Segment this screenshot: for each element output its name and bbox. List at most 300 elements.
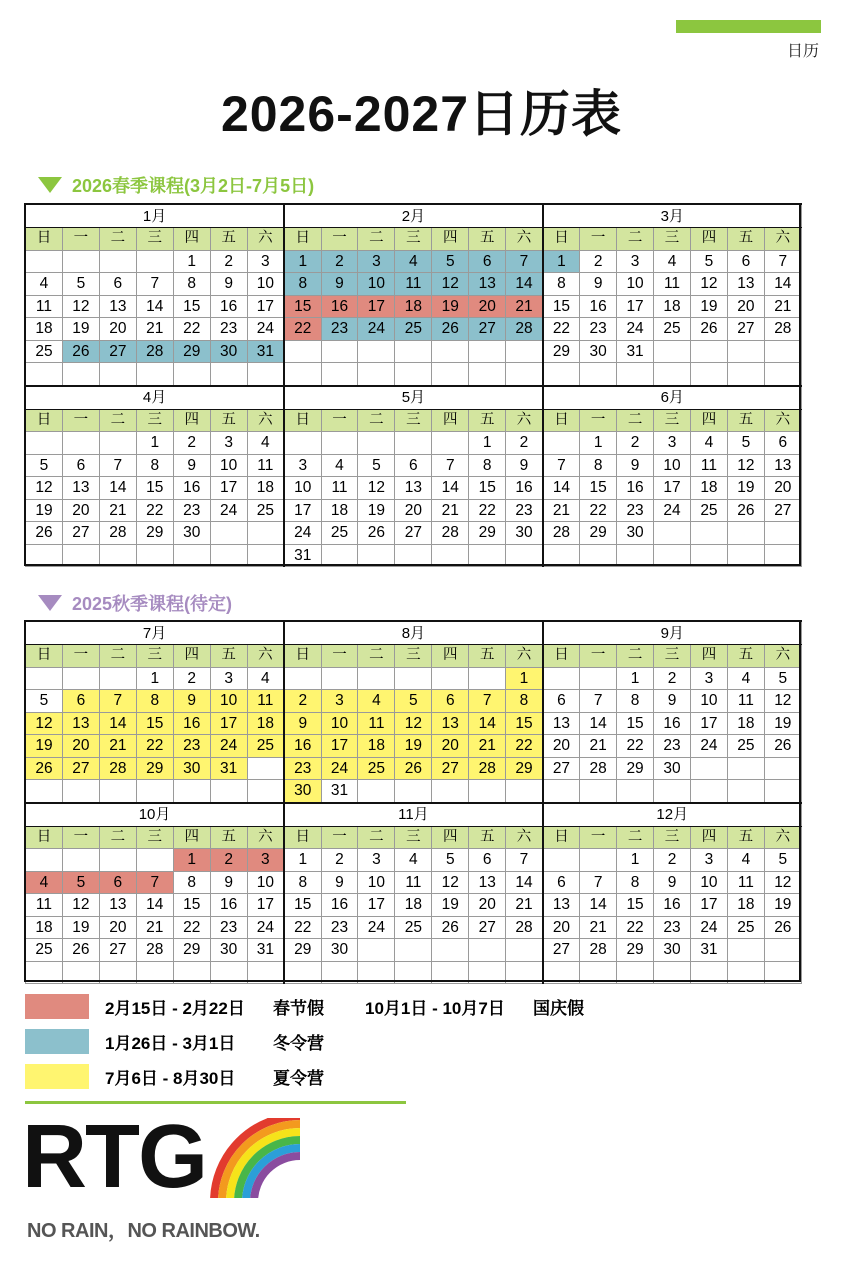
day-cell: 30 [173,522,210,545]
day-cell: 24 [321,757,358,780]
day-cell: 1 [580,432,617,455]
day-cell: 30 [617,522,654,545]
empty-cell [580,667,617,690]
empty-cell [395,340,432,363]
day-cell: 28 [580,757,617,780]
weekday-label: 六 [247,409,284,432]
day-cell: 3 [617,250,654,273]
month-header-row [26,621,802,645]
weekday-label: 一 [62,645,99,668]
empty-cell [247,544,284,567]
empty-cell [321,667,358,690]
day-cell: 8 [173,871,210,894]
empty-cell [690,363,727,386]
day-cell: 3 [210,432,247,455]
day-cell: 10 [284,477,321,500]
weekday-header-row [26,645,802,668]
empty-cell [99,667,136,690]
day-cell: 18 [395,295,432,318]
week-row [26,849,802,872]
weekday-label: 四 [432,409,469,432]
day-cell: 19 [690,295,727,318]
day-cell: 16 [654,894,691,917]
empty-cell [136,363,173,386]
day-cell: 20 [469,894,506,917]
day-cell: 12 [26,712,63,735]
day-cell: 28 [99,757,136,780]
day-cell: 9 [173,454,210,477]
day-cell: 4 [26,871,63,894]
empty-cell [764,939,801,962]
day-cell: 28 [506,318,543,341]
day-cell: 15 [284,295,321,318]
weekday-label: 日 [284,826,321,849]
empty-cell [99,961,136,984]
day-cell: 7 [506,250,543,273]
day-cell: 15 [173,295,210,318]
day-cell: 10 [210,454,247,477]
day-cell: 4 [26,273,63,296]
month-label: 9月 [543,621,802,645]
day-cell: 13 [62,477,99,500]
day-cell: 9 [173,690,210,713]
weekday-label: 二 [617,409,654,432]
rainbow-icon [210,1118,304,1198]
day-cell: 22 [136,735,173,758]
day-cell: 23 [321,916,358,939]
weekday-label: 三 [395,228,432,251]
day-cell: 5 [26,454,63,477]
day-cell: 9 [321,871,358,894]
day-cell: 7 [432,454,469,477]
day-cell: 20 [469,295,506,318]
month-header-row [26,204,802,228]
page-title: 2026-2027日历表 [220,86,623,142]
weekday-label: 六 [506,826,543,849]
empty-cell [284,667,321,690]
day-cell: 20 [432,735,469,758]
legend-swatch-red [25,994,89,1019]
day-cell: 12 [764,690,801,713]
weekday-label: 日 [26,228,63,251]
day-cell: 6 [727,250,764,273]
weekday-label: 三 [136,409,173,432]
day-cell: 2 [321,849,358,872]
empty-cell [99,780,136,803]
empty-cell [654,961,691,984]
weekday-label: 二 [358,409,395,432]
empty-cell [764,961,801,984]
day-cell: 22 [284,916,321,939]
day-cell: 17 [690,712,727,735]
spring-section-heading [38,172,314,198]
week-row [26,499,802,522]
empty-cell [690,522,727,545]
day-cell: 17 [358,295,395,318]
empty-cell [432,340,469,363]
empty-cell [210,780,247,803]
empty-cell [469,363,506,386]
day-cell: 30 [654,757,691,780]
day-cell: 31 [690,939,727,962]
day-cell: 20 [99,916,136,939]
empty-cell [358,340,395,363]
week-row [26,690,802,713]
empty-cell [358,363,395,386]
empty-cell [395,780,432,803]
week-row [26,939,802,962]
weekday-label: 二 [99,826,136,849]
weekday-label: 五 [210,826,247,849]
day-cell: 15 [580,477,617,500]
weekday-label: 日 [26,409,63,432]
day-cell: 2 [210,250,247,273]
empty-cell [395,939,432,962]
day-cell: 2 [173,667,210,690]
day-cell: 1 [543,250,580,273]
day-cell: 6 [469,250,506,273]
day-cell: 25 [727,735,764,758]
empty-cell [432,363,469,386]
weekday-label: 二 [617,645,654,668]
day-cell: 1 [136,432,173,455]
week-row [26,916,802,939]
day-cell: 2 [506,432,543,455]
day-cell: 12 [395,712,432,735]
day-cell: 21 [580,916,617,939]
empty-cell [690,780,727,803]
empty-cell [543,961,580,984]
day-cell: 25 [395,318,432,341]
empty-cell [321,363,358,386]
day-cell: 24 [690,735,727,758]
weekday-label: 六 [506,645,543,668]
day-cell: 7 [136,273,173,296]
day-cell: 25 [247,735,284,758]
day-cell: 15 [136,477,173,500]
day-cell: 25 [321,522,358,545]
empty-cell [210,544,247,567]
weekday-label: 一 [580,228,617,251]
day-cell: 25 [26,340,63,363]
empty-cell [62,780,99,803]
empty-cell [173,363,210,386]
day-cell: 22 [506,735,543,758]
day-cell: 9 [617,454,654,477]
empty-cell [62,432,99,455]
day-cell: 11 [358,712,395,735]
empty-cell [654,340,691,363]
day-cell: 11 [26,894,63,917]
day-cell: 22 [173,916,210,939]
day-cell: 23 [617,499,654,522]
day-cell: 15 [284,894,321,917]
empty-cell [395,544,432,567]
day-cell: 20 [543,916,580,939]
weekday-label: 六 [247,228,284,251]
day-cell: 17 [617,295,654,318]
weekday-label: 四 [690,645,727,668]
day-cell: 6 [469,849,506,872]
week-row [26,757,802,780]
day-cell: 1 [284,250,321,273]
empty-cell [395,363,432,386]
weekday-label: 日 [543,645,580,668]
day-cell: 3 [247,250,284,273]
weekday-header-row [26,409,802,432]
empty-cell [432,780,469,803]
day-cell: 12 [690,273,727,296]
day-cell: 3 [654,432,691,455]
day-cell: 14 [506,871,543,894]
day-cell: 26 [26,522,63,545]
weekday-label: 日 [543,228,580,251]
day-cell: 21 [506,894,543,917]
day-cell: 4 [358,690,395,713]
weekday-label: 一 [580,645,617,668]
day-cell: 23 [173,735,210,758]
day-cell: 10 [358,273,395,296]
day-cell: 1 [173,849,210,872]
day-cell: 29 [506,757,543,780]
weekday-label: 二 [99,228,136,251]
empty-cell [469,544,506,567]
day-cell: 9 [321,273,358,296]
day-cell: 13 [432,712,469,735]
empty-cell [506,939,543,962]
day-cell: 9 [506,454,543,477]
day-cell: 22 [617,735,654,758]
empty-cell [284,363,321,386]
day-cell: 3 [690,667,727,690]
month-label: 4月 [26,386,285,410]
header-accent-bar [676,20,821,33]
day-cell: 13 [395,477,432,500]
week-row [26,454,802,477]
day-cell: 5 [690,250,727,273]
day-cell: 21 [99,735,136,758]
empty-cell [727,544,764,567]
empty-cell [321,432,358,455]
empty-cell [26,544,63,567]
autumn-calendar [25,620,802,984]
day-cell: 10 [321,712,358,735]
weekday-label: 日 [26,826,63,849]
day-cell: 8 [136,690,173,713]
day-cell: 8 [284,273,321,296]
day-cell: 16 [617,477,654,500]
weekday-label: 三 [654,645,691,668]
day-cell: 14 [543,477,580,500]
day-cell: 19 [764,894,801,917]
day-cell: 3 [210,667,247,690]
day-cell: 21 [136,318,173,341]
empty-cell [247,363,284,386]
day-cell: 20 [727,295,764,318]
empty-cell [654,780,691,803]
empty-cell [727,961,764,984]
weekday-label: 日 [284,228,321,251]
empty-cell [136,961,173,984]
empty-cell [469,780,506,803]
day-cell: 1 [173,250,210,273]
day-cell: 26 [358,522,395,545]
day-cell: 24 [284,522,321,545]
empty-cell [395,432,432,455]
empty-cell [764,522,801,545]
empty-cell [210,522,247,545]
day-cell: 19 [764,712,801,735]
day-cell: 25 [395,916,432,939]
week-row [26,961,802,984]
day-cell: 12 [62,295,99,318]
day-cell: 24 [690,916,727,939]
day-cell: 7 [580,871,617,894]
day-cell: 3 [247,849,284,872]
day-cell: 21 [580,735,617,758]
day-cell: 11 [395,273,432,296]
day-cell: 27 [543,757,580,780]
day-cell: 3 [358,849,395,872]
day-cell: 8 [284,871,321,894]
day-cell: 31 [247,340,284,363]
weekday-label: 二 [358,826,395,849]
day-cell: 29 [580,522,617,545]
weekday-label: 四 [173,228,210,251]
empty-cell [580,780,617,803]
day-cell: 22 [136,499,173,522]
week-row [26,712,802,735]
weekday-label: 五 [210,409,247,432]
legend-row-winter [25,1029,365,1054]
divider [25,1101,406,1104]
day-cell: 11 [247,454,284,477]
empty-cell [358,780,395,803]
day-cell: 7 [99,690,136,713]
month-label: 11月 [284,803,543,827]
empty-cell [580,544,617,567]
day-cell: 17 [358,894,395,917]
legend-swatch-yellow [25,1064,89,1089]
legend-row-summer [25,1064,365,1089]
weekday-label: 三 [654,409,691,432]
day-cell: 28 [506,916,543,939]
day-cell: 19 [432,295,469,318]
day-cell: 26 [764,916,801,939]
day-cell: 23 [284,757,321,780]
day-cell: 22 [469,499,506,522]
day-cell: 14 [506,273,543,296]
weekday-label: 一 [321,409,358,432]
day-cell: 2 [654,849,691,872]
day-cell: 29 [543,340,580,363]
day-cell: 6 [395,454,432,477]
weekday-label: 三 [395,645,432,668]
day-cell: 18 [727,712,764,735]
day-cell: 24 [247,916,284,939]
day-cell: 10 [210,690,247,713]
day-cell: 26 [395,757,432,780]
day-cell: 12 [26,477,63,500]
day-cell: 26 [727,499,764,522]
weekday-label: 二 [617,228,654,251]
legend-name: 夏令营 [273,1069,324,1088]
empty-cell [62,961,99,984]
day-cell: 15 [136,712,173,735]
day-cell: 6 [764,432,801,455]
weekday-label: 六 [247,645,284,668]
day-cell: 6 [99,273,136,296]
weekday-label: 一 [580,826,617,849]
day-cell: 2 [321,250,358,273]
empty-cell [617,780,654,803]
day-cell: 27 [99,939,136,962]
day-cell: 18 [654,295,691,318]
day-cell: 26 [62,939,99,962]
day-cell: 12 [432,871,469,894]
day-cell: 7 [469,690,506,713]
week-row [26,273,802,296]
autumn-heading-text: 2025秋季课程(待定) [72,594,233,614]
empty-cell [62,667,99,690]
day-cell: 19 [26,735,63,758]
day-cell: 24 [358,318,395,341]
day-cell: 10 [247,871,284,894]
empty-cell [727,340,764,363]
day-cell: 1 [469,432,506,455]
triangle-down-icon [38,595,62,611]
day-cell: 3 [321,690,358,713]
empty-cell [26,961,63,984]
day-cell: 11 [247,690,284,713]
day-cell: 21 [136,916,173,939]
day-cell: 21 [432,499,469,522]
weekday-label: 二 [617,826,654,849]
day-cell: 14 [432,477,469,500]
day-cell: 3 [358,250,395,273]
day-cell: 13 [764,454,801,477]
empty-cell [580,961,617,984]
day-cell: 17 [210,477,247,500]
empty-cell [358,544,395,567]
day-cell: 27 [432,757,469,780]
day-cell: 1 [617,667,654,690]
empty-cell [99,544,136,567]
day-cell: 27 [764,499,801,522]
day-cell: 28 [136,939,173,962]
legend-range: 7月6日 - 8月30日 [105,1069,236,1088]
empty-cell [136,780,173,803]
day-cell: 11 [26,295,63,318]
day-cell: 21 [543,499,580,522]
day-cell: 23 [654,735,691,758]
day-cell: 5 [62,273,99,296]
day-cell: 26 [62,340,99,363]
day-cell: 12 [358,477,395,500]
legend-range: 10月1日 - 10月7日 [365,999,505,1018]
empty-cell [617,363,654,386]
day-cell: 28 [432,522,469,545]
weekday-label: 一 [321,645,358,668]
day-cell: 18 [26,318,63,341]
weekday-label: 五 [210,645,247,668]
day-cell: 10 [247,273,284,296]
day-cell: 13 [727,273,764,296]
weekday-label: 一 [321,826,358,849]
day-cell: 9 [210,273,247,296]
empty-cell [690,340,727,363]
day-cell: 17 [247,295,284,318]
